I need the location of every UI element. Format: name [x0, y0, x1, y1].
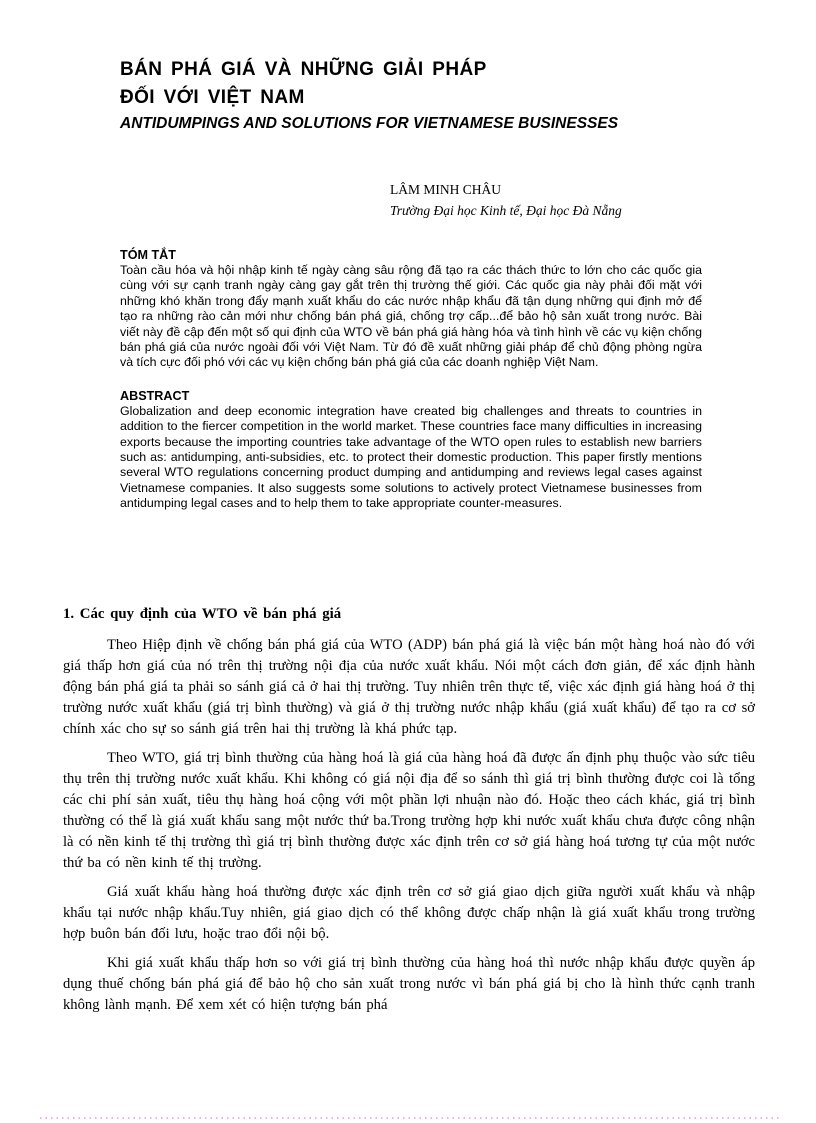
section-1-paragraph: Giá xuất khẩu hàng hoá thường được xác định trên cơ sở giá giao dịch giữa người xuất khẩu và nhập khẩu tại nước nhập khẩu.Tuy nhiên, giá giao dịch có thể không được chấp nhận là giá xuất khẩu trong trường hợp buôn bán đối lưu, hoặc trao đổi nội bộ.: [63, 884, 755, 942]
section-1-paragraph: Khi giá xuất khẩu thấp hơn so với giá trị bình thường của hàng hoá thì nước nhập khẩu được quyền áp dụng thuế chống bán phá giá để bảo hộ cho sản xuất trong nước vì bán phá giá bị cho là hình thức cạnh tranh không lành mạnh. Để xem xét có hiện tượng bán phá: [63, 955, 755, 1013]
abstract-vi-body: Toàn cầu hóa và hội nhập kinh tế ngày càng sâu rộng đã tạo ra các thách thức to lớn cho các quốc gia cùng với sự cạnh tranh ngày càng gay gắt trên thị trường thế giới. Các quốc gia này phải đối mặt với những khó khăn trong đẩy mạnh xuất khẩu do các nước nhập khẩu đã tận dụng những qui định mở để tạo ra những rào cản mới như chống bán phá giá, chống trợ cấp...để bảo hộ sản xuất trong nước. Bài viết này đề cập đến một số qui định của WTO về bán phá giá hàng hóa và tình hình về các vụ kiện chống bán phá giá của nước ngoài đối với Việt Nam. Từ đó đề xuất những giải pháp để chủ động phòng ngừa và tích cực đối phó với các vụ kiện chống bán phá giá của các doanh nghiệp Việt Nam.: [120, 263, 702, 370]
page-title-line1: BÁN PHÁ GIÁ VÀ NHỮNG GIẢI PHÁP: [120, 59, 487, 80]
abstract-vi-heading: TÓM TẮT: [120, 248, 176, 262]
section-1-paragraph: Theo Hiệp định về chống bán phá giá của WTO (ADP) bán phá giá là việc bán một hàng hoá nào đó với giá thấp hơn giá của nó trên thị trường nội địa của nước xuất khẩu. Nói một cách đơn giản, để xác định hành động bán phá giá ta phải so sánh giá cả ở hai thị trường. Tuy nhiên trên thực tế, việc xác định giá hàng hoá ở thị trường nước xuất khẩu (giá trị bình thường) và giá ở thị trường nước nhập khẩu (giá xuất khẩu) để tạo ra cơ sở chính xác cho sự so sánh giá trên hai thị trường là khá phức tạp.: [63, 637, 755, 737]
author-name: LÂM MINH CHÂU: [390, 182, 501, 197]
abstracts-block: [120, 247, 702, 512]
abstract-english: [120, 388, 702, 512]
abstract-vietnamese: [120, 247, 702, 371]
page-subtitle: ANTIDUMPINGS AND SOLUTIONS FOR VIETNAMESE BUSINESSES: [120, 115, 619, 132]
author-block: [390, 179, 622, 221]
page-title-line2: ĐỐI VỚI VIỆT NAM: [120, 87, 305, 108]
title-block: [120, 56, 720, 135]
section-1-paragraph: Theo WTO, giá trị bình thường của hàng hoá là giá của hàng hoá đã được ấn định phụ thuộc vào sức tiêu thụ trên thị trường nước xuất khẩu. Khi không có giá nội địa để so sánh thì giá trị bình thường được coi là tổng các chi phí sản xuất, tiêu thụ hàng hoá cộng với một phần lợi nhuận nào đó. Hoặc theo cách khác, giá trị bình thường có thể là giá xuất khẩu sang một nước thứ ba.Trong trường hợp khi nước xuất khẩu chưa được công nhận là có nền kinh tế thị trường thì giá trị bình thường được xác định trên cơ sở giá hàng hoá tương tự của một nước thứ ba có nền kinh tế thị trường.: [63, 750, 755, 871]
author-affiliation: Trường Đại học Kinh tế, Đại học Đà Nẵng: [390, 203, 622, 218]
section-1-heading: 1. Các quy định của WTO về bán phá giá: [63, 606, 342, 622]
abstract-en-heading: ABSTRACT: [120, 388, 190, 403]
abstract-en-body: Globalization and deep economic integration have created big challenges and threats to countries in addition to the fiercer competition in the world market. These countries face many difficulties in increasing exports because the importing countries take advantage of the WTO open rules to establish new barriers such as: antidumping, anti-subsidies, etc. to protect their domestic production. This paper firstly mentions several WTO regulations concerning product dumping and antidumping and reviews legal cases against Vietnamese companies. It also suggests some solutions to actively protect Vietnamese businesses from antidumping legal cases and to help them to take appropriate counter-measures.: [120, 403, 702, 511]
section-1: [63, 604, 755, 1024]
page-break-dotted-line: [40, 1117, 782, 1119]
